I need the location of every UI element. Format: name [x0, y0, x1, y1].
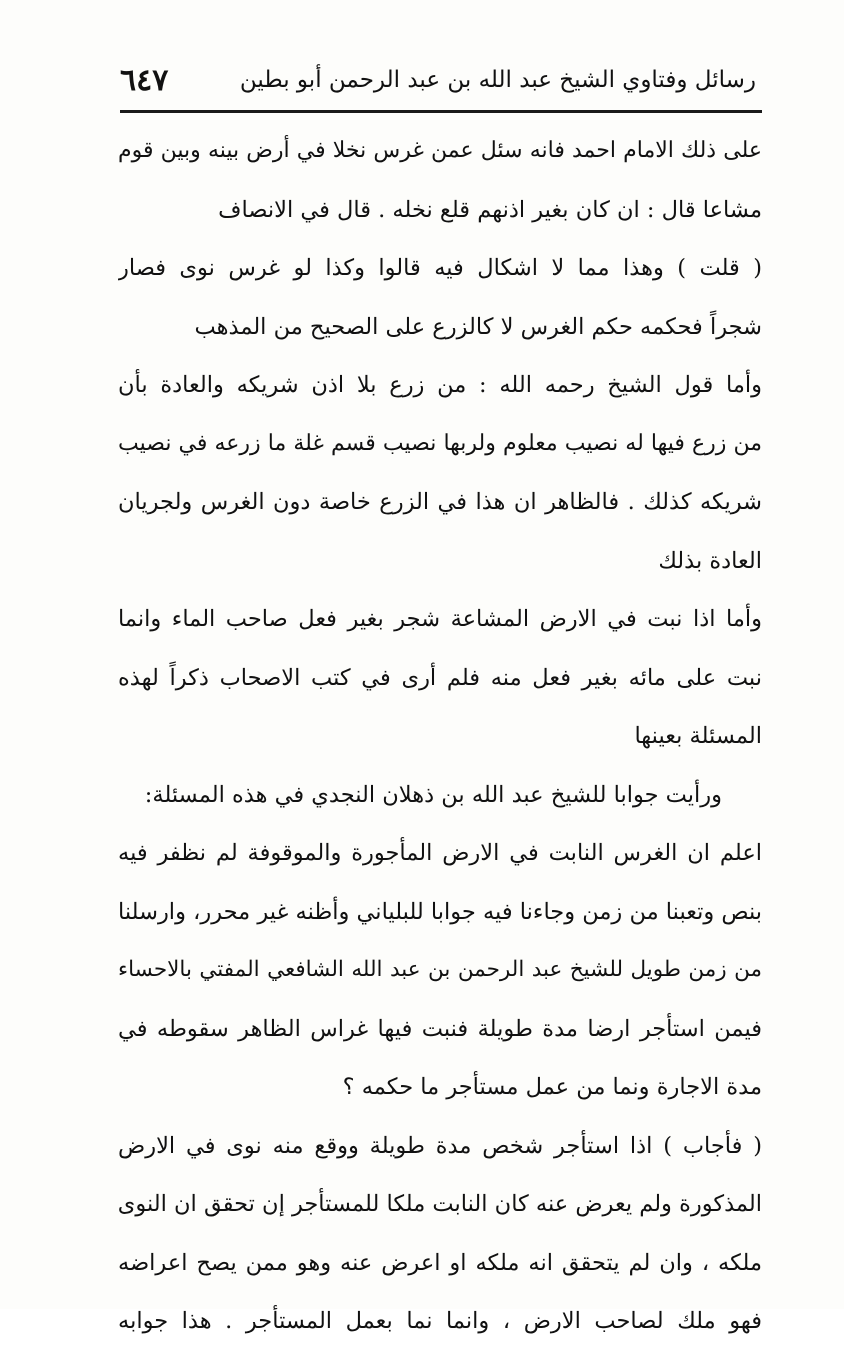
text-line: مدة الاجارة ونما من عمل مستأجر ما حكمه ؟ — [342, 1074, 762, 1100]
text-line: فهو ملك لصاحب الارض ، وانما نما بعمل المستأجر . هذا جوابه — [118, 1308, 762, 1334]
text-line: وأما قول الشيخ رحمه الله : من زرع بلا اذن شريكه والعادة بأن — [118, 372, 762, 398]
running-title: رسائل وفتاوي الشيخ عبد الله بن عبد الرحمن أبو بطين — [239, 67, 756, 93]
text-line: المذكورة ولم يعرض عنه كان النابت ملكا للمستأجر إن تحقق ان النوى — [118, 1191, 762, 1217]
text-line: المسئلة بعينها — [634, 723, 762, 749]
text-line: شريكه كذلك . فالظاهر ان هذا في الزرع خاصة دون الغرس ولجريان — [118, 489, 762, 515]
text-line: من زمن طويل للشيخ عبد الرحمن بن عبد الله الشافعي المفتي بالاحساء — [118, 957, 762, 982]
text-line: فيمن استأجر ارضا مدة طويلة فنبت فيها غراس الظاهر سقوطه في — [118, 1015, 762, 1042]
text-line: بنص وتعبنا من زمن وجاءنا فيه جوابا للبلياني وأظنه غير محرر، وارسلنا — [118, 898, 762, 925]
text-line: ورأيت جوابا للشيخ عبد الله بن ذهلان النجدي في هذه المسئلة: — [144, 781, 722, 808]
text-line: اعلم ان الغرس النابت في الارض المأجورة والموقوفة لم نظفر فيه — [118, 840, 762, 866]
text-line: العادة بذلك — [658, 547, 762, 574]
text-line: من زرع فيها له نصيب معلوم ولربها نصيب قسم غلة ما زرعه في نصيب — [118, 430, 762, 456]
page-number: ٦٤٧ — [120, 62, 169, 98]
text-line: مشاعا قال : ان كان بغير اذنهم قلع نخله . قال في الانصاف — [218, 196, 762, 223]
page-header — [120, 58, 756, 102]
header-rule — [120, 110, 762, 113]
text-line: ( فأجاب ) اذا استأجر شخص مدة طويلة ووقع منه نوى في الارض — [118, 1132, 762, 1159]
text-line: نبت على مائه بغير فعل منه فلم أرى في كتب الاصحاب ذكراً لهذه — [118, 664, 762, 691]
text-line: وأما اذا نبت في الارض المشاعة شجر بغير فعل صاحب الماء وانما — [118, 606, 762, 632]
body-text — [118, 122, 762, 1351]
text-line: على ذلك الامام احمد فانه سئل عمن غرس نخلا في أرض بينه وبين قوم — [118, 138, 762, 163]
text-line: ( قلت ) وهذا مما لا اشكال فيه قالوا وكذا لو غرس نوى فصار — [118, 255, 762, 281]
text-line: ملكه ، وان لم يتحقق انه ملكه او اعرض عنه وهو ممن يصح اعراضه — [118, 1249, 762, 1276]
text-line: شجراً فحكمه حكم الغرس لا كالزرع على الصحيح من المذهب — [194, 313, 762, 340]
